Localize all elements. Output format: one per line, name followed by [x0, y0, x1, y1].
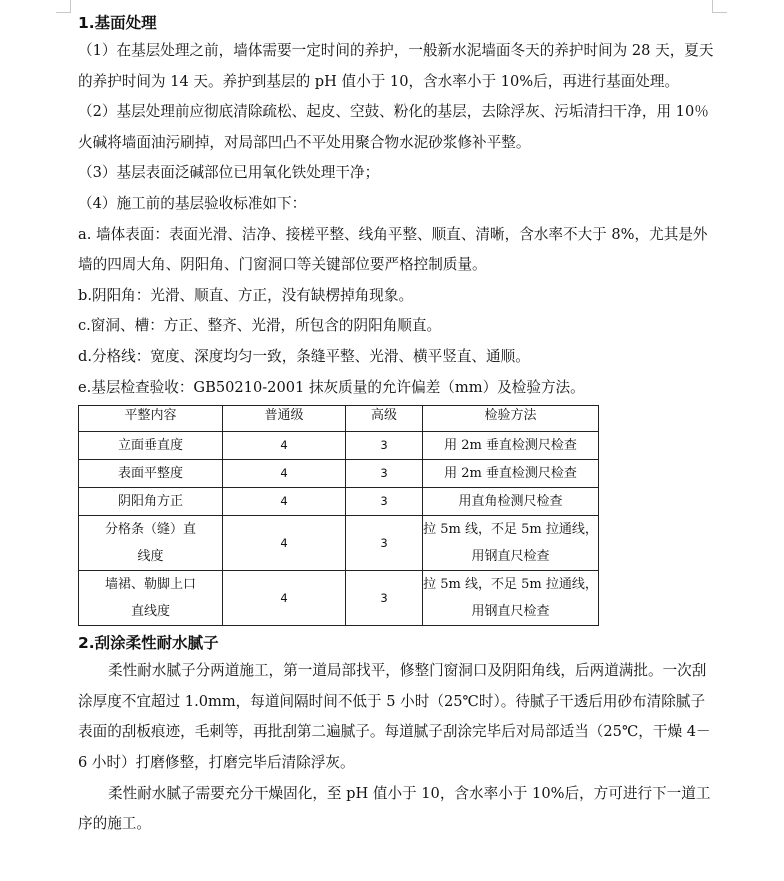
cell-method	[423, 516, 599, 571]
item-e: e.基层检查验收：GB50210-2001 抹灰质量的允许偏差（mm）及检验方法。	[78, 378, 585, 396]
cell-item	[79, 571, 223, 626]
table-row	[79, 488, 599, 516]
cell-high: 3	[346, 516, 423, 571]
item-b: b.阴阳角：光滑、顺直、方正，没有缺楞掉角现象。	[78, 286, 414, 304]
paragraph-1: （1）在基层处理之前，墙体需要一定时间的养护，一般新水泥墙面冬天的养护时间为 28 天，夏天的养护时间为 14 天。养护到基层的 pH 值小于 10，含水率小于 10%后，再进行基面处理。	[78, 42, 714, 90]
header-high: 高级	[346, 406, 423, 432]
cell-method: 用 2m 垂直检测尺检查	[423, 460, 599, 488]
cell-item-line-1: 分格条（缝）直	[104, 522, 196, 538]
paragraph-4: （4）施工前的基层验收标准如下：	[78, 194, 307, 212]
section-2-heading: 2.刮涂柔性耐水腻子	[78, 634, 219, 653]
item-d: d.分格线：宽度、深度均匀一致，条缝平整、光滑、横平竖直、通顺。	[78, 347, 530, 365]
cell-method-line-1: 拉 5m 线，不足 5m 拉通线，	[423, 577, 598, 593]
cell-high: 3	[346, 460, 423, 488]
tolerance-table	[78, 405, 599, 626]
cell-item: 阴阳角方正	[79, 488, 223, 516]
section-2-paragraph-2: 柔性耐水腻子需要充分干燥固化，至 pH 值小于 10，含水率小于 10%后，方可进行下一道工序的施工。	[78, 784, 711, 833]
cell-normal: 4	[223, 488, 346, 516]
header-method: 检验方法	[423, 406, 599, 432]
table-header-row	[79, 406, 599, 432]
cell-method-line-2: 用钢直尺检查	[471, 549, 550, 565]
cell-method: 用直角检测尺检查	[423, 488, 599, 516]
cell-normal: 4	[223, 571, 346, 626]
cell-normal: 4	[223, 432, 346, 460]
table-row	[79, 460, 599, 488]
table-row	[79, 432, 599, 460]
cell-item: 立面垂直度	[79, 432, 223, 460]
cell-item-line-1: 墙裙、勒脚上口	[104, 577, 196, 593]
cell-method-line-1: 拉 5m 线，不足 5m 拉通线，	[423, 522, 598, 538]
paragraph-3: （3）基层表面泛碱部位已用氧化铁处理干净；	[78, 164, 380, 182]
cell-item-line-2: 线度	[137, 549, 164, 565]
cell-item	[79, 516, 223, 571]
cell-high: 3	[346, 432, 423, 460]
cell-item: 表面平整度	[79, 460, 223, 488]
cell-method	[423, 571, 599, 626]
section-2-paragraph-1: 柔性耐水腻子分两道施工，第一道局部找平，修整门窗洞口及阴阳角线，后两道满批。一次刮涂厚度不宜超过 1.0mm，每道间隔时间不低于 5 小时（25℃时）。待腻子干透后用砂布清除腻子表面的刮板痕迹，毛刺等，再批刮第二遍腻子。每道腻子刮涂完毕后对局部适当（25℃，干燥 4－6 小时）打磨修整，打磨完毕后清除浮灰。	[78, 662, 711, 771]
document-page	[78, 10, 718, 840]
cell-item-line-2: 直线度	[130, 604, 170, 620]
paragraph-2: （2）基层处理前应彻底清除疏松、起皮、空鼓、粉化的基层，去除浮灰、污垢清扫干净，用 10％火碱将墙面油污刷掉，对局部凹凸不平处用聚合物水泥砂浆修补平整。	[78, 103, 709, 151]
table-row	[79, 516, 599, 571]
cell-method-line-2: 用钢直尺检查	[471, 604, 550, 620]
header-normal: 普通级	[223, 406, 346, 432]
table-row	[79, 571, 599, 626]
cell-normal: 4	[223, 460, 346, 488]
cell-high: 3	[346, 571, 423, 626]
cell-high: 3	[346, 488, 423, 516]
item-a: a. 墙体表面：表面光滑、洁净、接槎平整、线角平整、顺直、清晰，含水率不大于 8%，尤其是外墙的四周大角、阴阳角、门窗洞口等关键部位要严格控制质量。	[78, 225, 708, 274]
page-corner-mark-left	[56, 0, 71, 13]
item-c: c.窗洞、槽：方正、整齐、光滑，所包含的阴阳角顺直。	[78, 317, 442, 335]
header-item: 平整内容	[79, 406, 223, 432]
cell-method: 用 2m 垂直检测尺检查	[423, 432, 599, 460]
section-1-heading: 1.基面处理	[78, 14, 157, 32]
cell-normal: 4	[223, 516, 346, 571]
